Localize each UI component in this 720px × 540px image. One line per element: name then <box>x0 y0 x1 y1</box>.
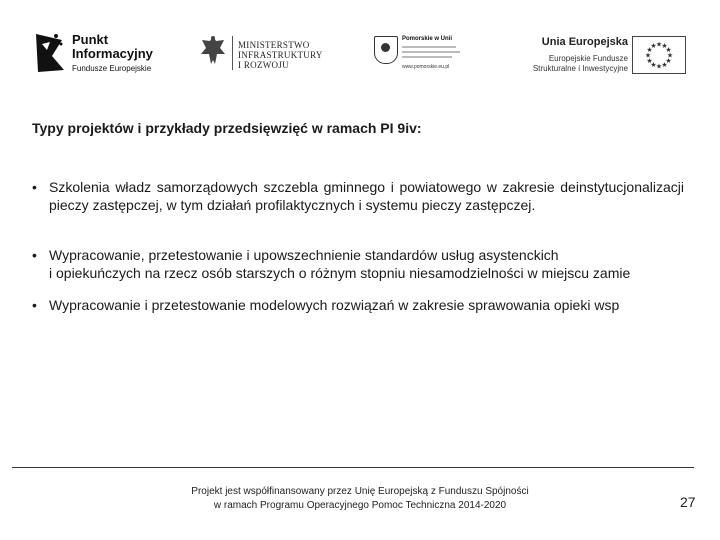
logo-pi-line3: Fundusze Europejskie <box>72 64 152 73</box>
slide-heading: Typy projektów i przykłady przedsięwzięć w ramach PI 9iv: <box>32 120 422 136</box>
bullet-icon: • <box>32 179 37 195</box>
eu-star-icon: ★ <box>646 58 653 65</box>
eu-star-icon: ★ <box>665 47 672 54</box>
eu-flag-icon <box>632 36 686 74</box>
eu-star-icon: ★ <box>644 52 652 60</box>
eu-star-icon: ★ <box>650 42 657 50</box>
eu-logo <box>520 30 690 80</box>
bullet-icon: • <box>32 247 37 263</box>
footer-line2: w ramach Programu Operacyjnego Pomoc Techniczna 2014-2020 <box>213 500 507 511</box>
bullet-text: Wypracowanie i przetestowanie modelowych rozwiązań w zakresie sprawowania opieki wsp <box>49 297 620 313</box>
polish-eagle-icon <box>198 32 228 70</box>
footer-text <box>150 485 570 513</box>
logo-pi-line1: Punkt <box>72 32 109 47</box>
logo-pomorskie-title: Pomorskie w Unii <box>402 36 453 42</box>
bullet-item <box>32 178 684 214</box>
logo-ministry-line2: INFRASTRUKTURY <box>238 50 323 60</box>
bullet-item <box>32 246 720 282</box>
logo-ministry-line1: MINISTERSTWO <box>238 40 310 50</box>
eu-star-icon: ★ <box>661 42 668 50</box>
fe-emblem-icon <box>34 30 68 74</box>
bullet-text-line2: i opiekuńczych na rzecz osób starszych o różnym stopniu niesamodzielności w miejscu zamie <box>49 265 631 281</box>
ministry-logo <box>198 30 328 80</box>
logo-pomorskie-smallprint <box>402 51 460 53</box>
logo-pomorskie-smallprint <box>402 46 456 48</box>
logo-eu-line3: Strukturalne i Inwestycyjne <box>532 64 628 73</box>
footer-line1: Projekt jest współfinansowany przez Unię Europejską z Funduszu Spójności <box>191 486 529 497</box>
logo-pomorskie-smallprint <box>402 56 452 58</box>
logo-eu-line2: Europejskie Fundusze <box>548 54 628 63</box>
eu-star-icon: ★ <box>666 52 674 60</box>
footer-divider <box>12 467 694 468</box>
logo-ministry-line3: I ROZWOJU <box>238 60 289 70</box>
pomorskie-logo <box>372 30 472 80</box>
punkt-informacyjny-logo <box>34 30 154 80</box>
ministry-separator <box>232 36 233 70</box>
pomorskie-crest-icon <box>374 36 398 64</box>
bullet-text: Szkolenia władz samorządowych szczebla gminnego i powiatowego w zakresie deinstytucjonalizacji pieczy zastępczej, w tym działań profilaktycznych i systemu pieczy zastępczej. <box>49 179 684 213</box>
eu-star-icon: ★ <box>655 63 663 71</box>
eu-star-icon: ★ <box>661 62 668 70</box>
logo-pi-line2: Informacyjny <box>72 46 153 61</box>
eu-star-icon: ★ <box>646 47 653 54</box>
page-number: 27 <box>680 494 696 510</box>
logo-eu-title: Unia Europejska <box>541 36 628 48</box>
eu-star-icon: ★ <box>655 41 663 49</box>
bullet-text-line1: Wypracowanie, przetestowanie i upowszechnienie standardów usług asystenckich <box>49 247 559 263</box>
eu-star-icon: ★ <box>650 62 657 70</box>
eu-star-icon: ★ <box>665 58 672 65</box>
bullet-icon: • <box>32 297 37 313</box>
logo-pomorskie-site: www.pomorskie.eu.pl <box>402 64 450 70</box>
bullet-item <box>32 296 720 314</box>
